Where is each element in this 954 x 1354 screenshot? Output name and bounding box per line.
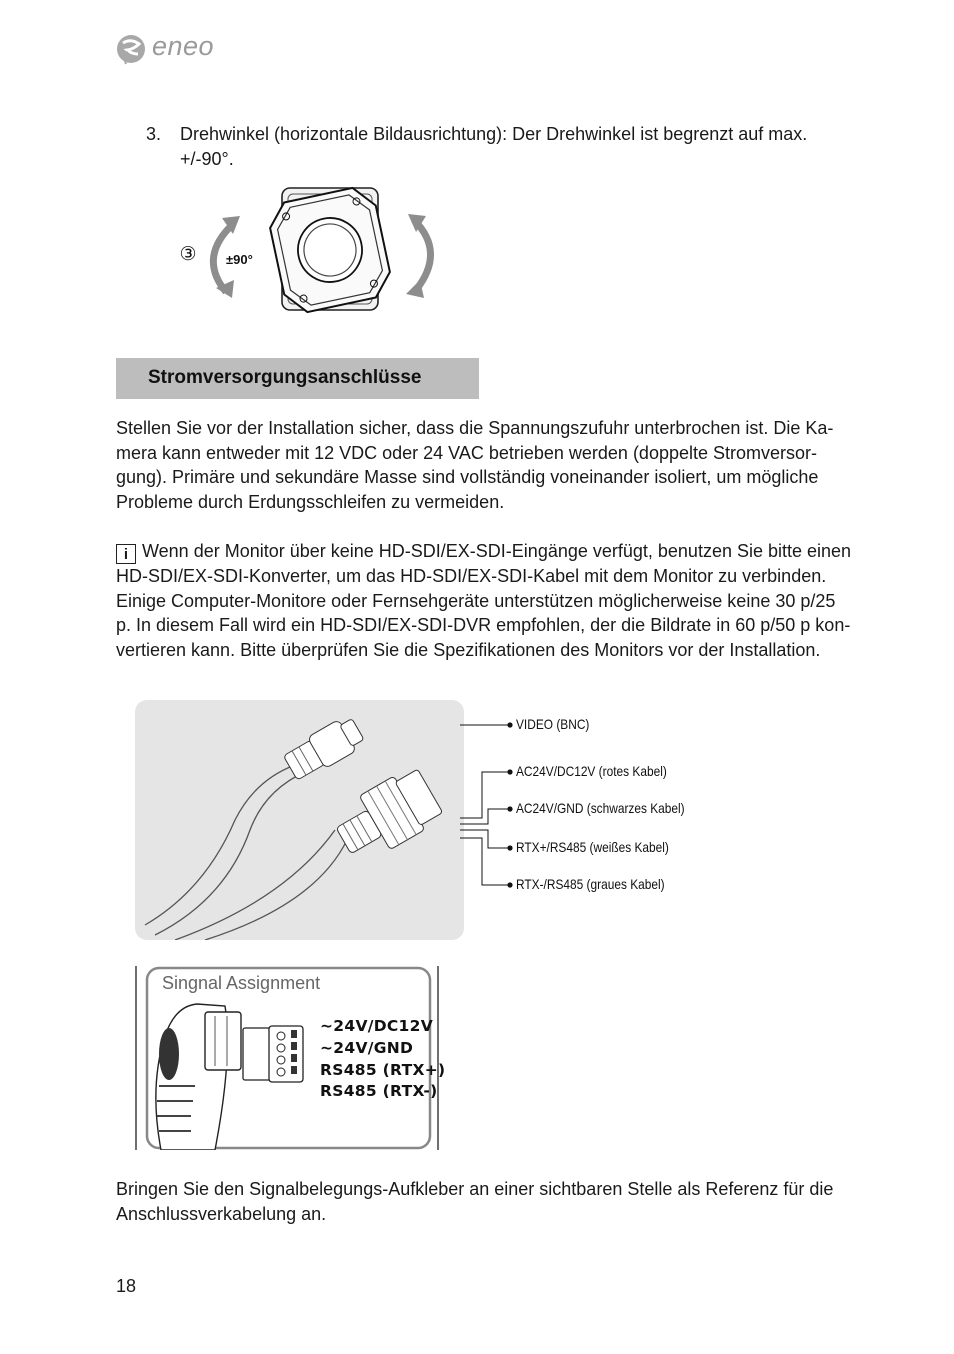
signal-label: ~24V/DC12V (320, 1017, 434, 1035)
step-text-line: +/-90°. (180, 149, 234, 169)
paragraph-line: p. In diesem Fall wird ein HD-SDI/EX-SDI-DVR empfohlen, der die Bildrate in 60 p/50 p kon- (116, 615, 851, 635)
paragraph-line: Probleme durch Erdungsschleifen zu vermeiden. (116, 491, 505, 512)
info-icon: i (116, 544, 136, 564)
cable-illustration (135, 700, 464, 940)
paragraph-line: Stellen Sie vor der Installation sicher, dass die Spannungszufuhr unterbrochen ist. Die Ka- (116, 418, 834, 438)
paragraph-line: HD-SDI/EX-SDI-Konverter, um das HD-SDI/EX-SDI-Kabel mit dem Monitor zu verbinden. (116, 566, 827, 586)
step-number: 3. (146, 124, 162, 144)
paragraph-line: Anschlussverkabelung an. (116, 1203, 327, 1224)
paragraph-line: gung). Primäre und sekundäre Masse sind vollständig voneinander isoliert, um mögliche (116, 467, 819, 487)
section-title: Stromversorgungsanschlüsse (148, 367, 422, 388)
paragraph-sticker-note (116, 1177, 881, 1226)
cable-label-gnd: AC24V/GND (schwarzes Kabel) (516, 800, 685, 816)
paragraph-power-info (116, 416, 881, 514)
paragraph-line: mera kann entweder mit 12 VDC oder 24 VAC betrieben werden (doppelte Stromversor- (116, 442, 818, 463)
cable-label-video: VIDEO (BNC) (516, 716, 590, 732)
signal-label: RS485 (RTX-) (320, 1082, 438, 1100)
paragraph-line: Bringen Sie den Signalbelegungs-Aufkleber an einer sichtbaren Stelle als Referenz für die (116, 1179, 834, 1199)
brand-name: eneo (152, 31, 215, 61)
paragraph-line: Wenn der Monitor über keine HD-SDI/EX-SDI-Eingänge verfügt, benutzen Sie bitte einen (142, 541, 852, 561)
signal-label: ~24V/GND (320, 1039, 414, 1057)
step-text-line: Drehwinkel (horizontale Bildausrichtung): Der Drehwinkel ist begrenzt auf max. (180, 124, 808, 144)
sticker-title: Singnal Assignment (162, 973, 321, 993)
cable-label-rtx-minus: RTX-/RS485 (graues Kabel) (516, 876, 665, 892)
terminal-block-connector-icon (328, 764, 446, 868)
cable-leader-lines (460, 700, 520, 900)
signal-label: RS485 (RTX+) (320, 1061, 446, 1079)
terminal-block-icon (243, 1026, 303, 1082)
paragraph-monitor-note (116, 539, 881, 662)
cable-label-rtx-plus: RTX+/RS485 (weißes Kabel) (516, 839, 669, 855)
page-number: 18 (116, 1276, 137, 1296)
angle-label: ±90° (226, 252, 253, 267)
cable-label-power: AC24V/DC12V (rotes Kabel) (516, 763, 667, 779)
callout-number: ③ (179, 243, 197, 265)
bnc-connector-icon (281, 713, 367, 783)
paragraph-line: Einige Computer-Monitore oder Fernsehgeräte unterstützen möglicherweise keine 30 p/25 (116, 590, 836, 611)
camera-housing (266, 184, 395, 316)
rotation-figure (170, 180, 450, 320)
paragraph-line: vertieren kann. Bitte überprüfen Sie die Spezifikationen des Monitors vor der Installation. (116, 639, 821, 660)
